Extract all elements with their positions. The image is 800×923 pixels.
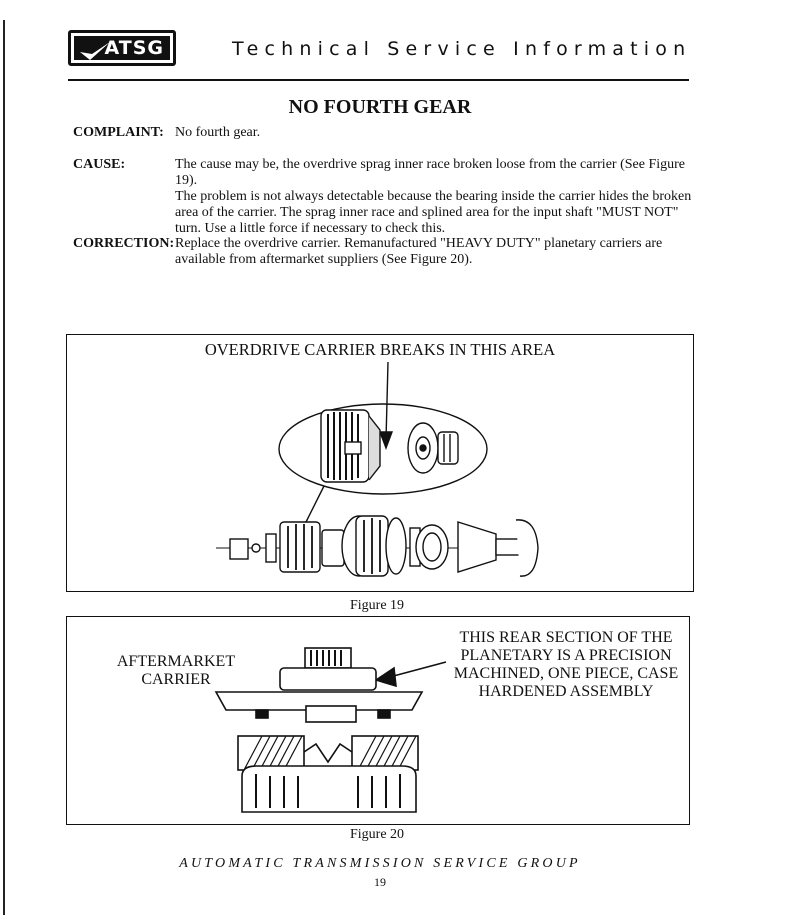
figure-20-drawing [66, 616, 690, 825]
page-title: NO FOURTH GEAR [288, 96, 472, 118]
correction-text [175, 236, 705, 268]
cause-line: area of the carrier. The sprag inner race and splined area for the input shaft "MUST NOT" [175, 205, 679, 220]
figure-19-drawing [66, 334, 694, 592]
cause-line: The cause may be, the overdrive sprag inner race broken loose from the carrier (See Figure 19). [175, 157, 686, 188]
page-edge-rule [3, 20, 5, 915]
correction-line: Replace the overdrive carrier. Remanufactured "HEAVY DUTY" planetary carriers are [175, 236, 663, 251]
complaint-text: No fourth gear. [175, 125, 261, 140]
figure-19-caption: Figure 19 [350, 598, 405, 613]
aftermarket-carrier-callout: AFTERMARKET CARRIER [116, 653, 236, 688]
figure-19-heading: OVERDRIVE CARRIER BREAKS IN THIS AREA [204, 340, 556, 359]
page-number: 19 [374, 875, 386, 889]
atsg-logo [68, 30, 176, 66]
logo-text: ATSG [104, 37, 164, 59]
cause-line: The problem is not always detectable because the bearing inside the carrier hides the broken [175, 189, 692, 204]
rear-section-callout: THIS REAR SECTION OF THE PLANETARY IS A PRECISION MACHINED, ONE PIECE, CASE HARDENED ASSEMBLY [453, 629, 679, 700]
footer-org: AUTOMATIC TRANSMISSION SERVICE GROUP [179, 856, 581, 871]
cause-label: CAUSE: [73, 157, 126, 172]
header-divider [68, 79, 689, 81]
checkmark-bird-icon [78, 40, 112, 64]
correction-line: available from aftermarket suppliers (See Figure 20). [175, 252, 473, 267]
complaint-label: COMPLAINT: [73, 125, 164, 140]
header-title: Technical Service Information [232, 38, 692, 60]
figure-20-caption: Figure 20 [350, 827, 405, 842]
cause-line: turn. Use a little force if necessary to check this. [175, 221, 446, 236]
cause-text [175, 157, 705, 237]
correction-label: CORRECTION: [73, 236, 175, 251]
